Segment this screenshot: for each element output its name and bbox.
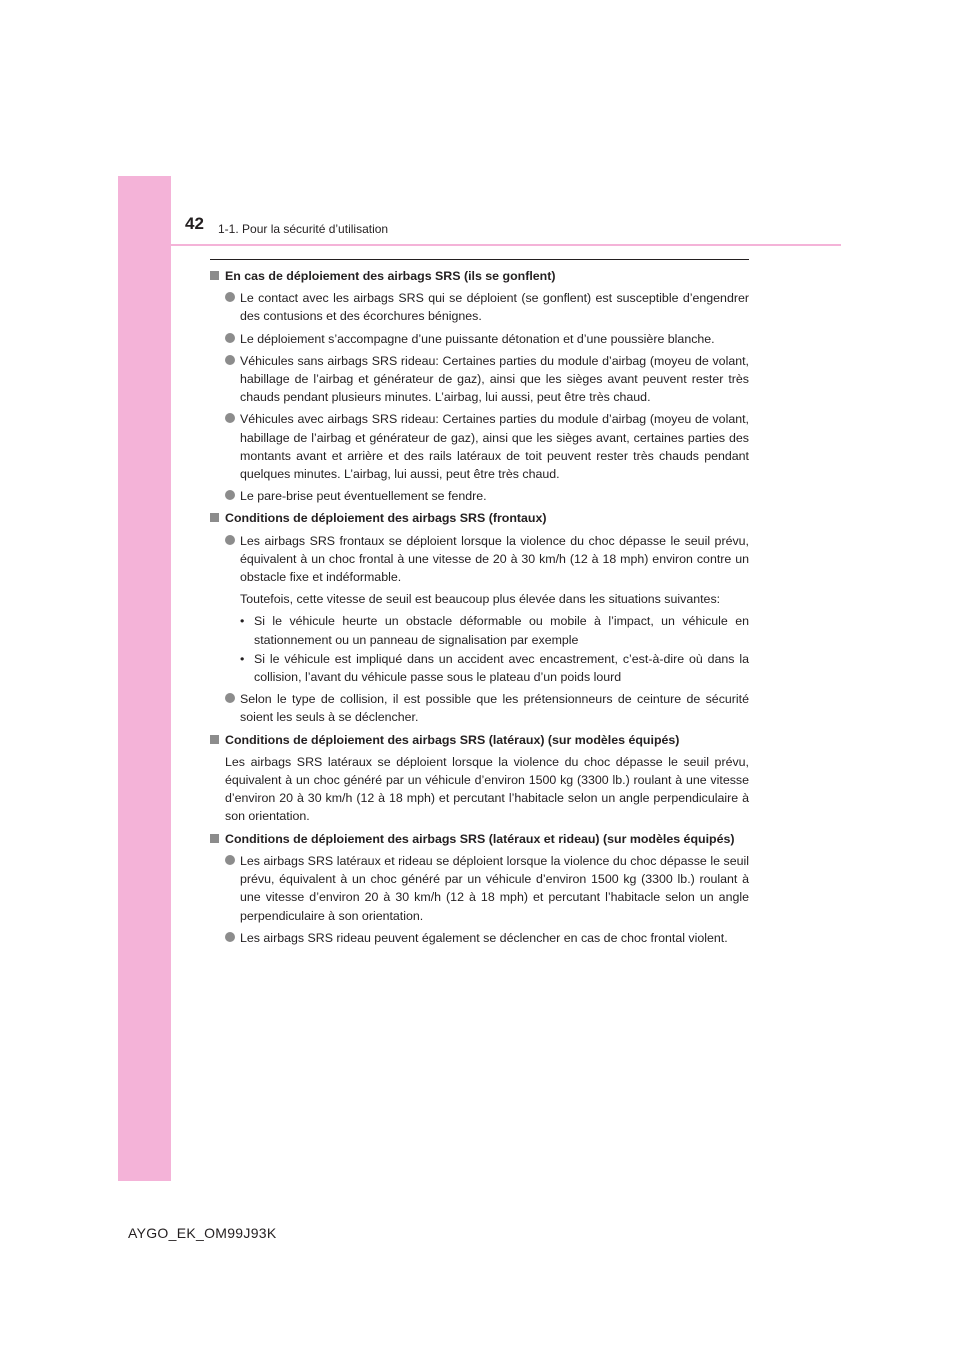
page-number: 42 bbox=[185, 214, 204, 233]
list-item: Le contact avec les airbags SRS qui se déploient (se gonflent) est susceptible d’engendrer des contusions et des écorchures bénignes. bbox=[225, 289, 749, 325]
content-top-rule bbox=[210, 259, 749, 260]
list-item: Véhicules sans airbags SRS rideau: Certaines parties du module d’airbag (moyeu de volant, habillage de l’airbag et générateur de gaz), ainsi que les sièges avant peuvent rester très chauds pendant plusieurs minutes. L’airbag, lui aussi, peut être très chaud. bbox=[225, 352, 749, 407]
dash-list-item: • Si le véhicule heurte un obstacle déformable ou mobile à l’impact, un véhicule en stationnement ou un panneau de signalisation par exemple bbox=[240, 614, 749, 647]
square-bullet-icon bbox=[210, 834, 219, 843]
section-tab-sidebar bbox=[118, 176, 171, 1181]
list-item: Véhicules avec airbags SRS rideau: Certaines parties du module d’airbag (moyeu de volant, habillage de l’airbag et générateur de gaz), ainsi que les sièges avant, certaines parties des montants avant et arrière et des rails latéraux de toit peuvent rester très chauds pendant quelques minutes. L’airbag, lui aussi, peut être très chaud. bbox=[225, 410, 749, 483]
section-heading: Conditions de déploiement des airbags SRS (latéraux) (sur modèles équipés) bbox=[210, 731, 749, 749]
square-bullet-icon bbox=[210, 271, 219, 280]
list-item: Les airbags SRS frontaux se déploient lorsque la violence du choc dépasse le seuil prévu, équivalent à un choc frontal à une vitesse de 20 à 30 km/h (12 à 18 mph) environ contre un obstacle fixe et indéformable. bbox=[225, 532, 749, 587]
round-bullet-icon bbox=[225, 855, 235, 865]
list-item: Le déploiement s’accompagne d’une puissante détonation et d’une poussière blanche. bbox=[225, 330, 749, 348]
section-heading: Conditions de déploiement des airbags SRS (latéraux et rideau) (sur modèles équipés) bbox=[210, 830, 749, 848]
round-bullet-icon bbox=[225, 355, 235, 365]
list-item: Le pare-brise peut éventuellement se fendre. bbox=[225, 487, 749, 505]
round-bullet-icon bbox=[225, 535, 235, 545]
paragraph: Toutefois, cette vitesse de seuil est beaucoup plus élevée dans les situations suivantes: bbox=[240, 592, 721, 607]
round-bullet-icon bbox=[225, 333, 235, 343]
dash-list-item: • Si le véhicule est impliqué dans un accident avec encastrement, c’est-à-dire où dans la collision, l’avant du véhicule passe sous le plateau d’un poids lourd bbox=[240, 651, 749, 685]
list-item: Les airbags SRS rideau peuvent également se déclencher en cas de choc frontal violent. bbox=[225, 929, 749, 947]
section-heading: En cas de déploiement des airbags SRS (ils se gonflent) bbox=[210, 267, 749, 285]
page-content bbox=[210, 267, 749, 951]
header-rule bbox=[171, 244, 841, 246]
square-bullet-icon bbox=[210, 513, 219, 522]
round-bullet-icon bbox=[225, 490, 235, 500]
section-heading: Conditions de déploiement des airbags SRS (frontaux) bbox=[210, 509, 749, 527]
list-item: Les airbags SRS latéraux et rideau se déploient lorsque la violence du choc dépasse le seuil prévu, équivalent à un choc généré par un véhicule d’environ 1500 kg (3300 lb.) roulant à une vitesse d’environ 20 à 30 km/h (12 à 18 mph) et percutant l’habitacle selon un angle perpendiculaire à son orientation. bbox=[225, 852, 749, 925]
square-bullet-icon bbox=[210, 735, 219, 744]
list-item: Selon le type de collision, il est possible que les prétensionneurs de ceinture de sécurité soient les seuls à se déclencher. bbox=[225, 690, 749, 726]
round-bullet-icon bbox=[225, 292, 235, 302]
paragraph: Les airbags SRS latéraux se déploient lorsque la violence du choc dépasse le seuil prévu, équivalent à un choc généré par un véhicule d’environ 1500 kg (3300 lb.) roulant à une vitesse d’environ 20 à 30 km/h (12 à 18 mph) et percutant l’habitacle selon un angle perpendiculaire à son orientation. bbox=[225, 754, 749, 824]
round-bullet-icon bbox=[225, 932, 235, 942]
round-bullet-icon bbox=[225, 413, 235, 423]
round-bullet-icon bbox=[225, 693, 235, 703]
document-code: AYGO_EK_OM99J93K bbox=[128, 1225, 277, 1241]
chapter-title: 1-1. Pour la sécurité d’utilisation bbox=[218, 222, 389, 236]
